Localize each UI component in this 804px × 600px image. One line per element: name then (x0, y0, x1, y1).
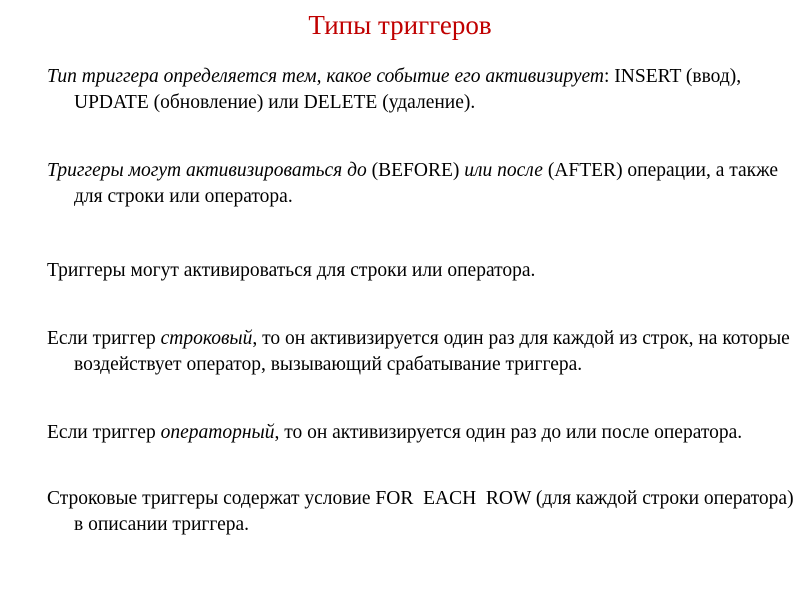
paragraph-for-each-row: Строковые триггеры содержат условие FOR EACH ROW (для каждой строки оператора) в описании триггера. (47, 488, 804, 535)
trigger-events-list: INSERT (ввод), UPDATE (обновление) или DELETE (удаление). (74, 66, 742, 113)
slide-title: Типы триггеров (308, 10, 492, 40)
statement-trigger-prefix: Если триггер (47, 422, 161, 443)
paragraph-before-after (47, 158, 804, 210)
row-trigger-prefix: Если триггер (47, 328, 161, 349)
before-keyword: (BEFORE) (366, 160, 465, 181)
colon: : (603, 66, 610, 87)
statement-trigger-description: , то он активизируется один раз до или после оператора. (274, 422, 743, 443)
after-text: или после (464, 160, 543, 181)
statement-trigger-term: операторный (160, 422, 275, 443)
before-text: Триггеры могут активизироваться до (47, 160, 367, 181)
row-trigger-description: , то он активизируется один раз для каждой из строк, на которые воздействует оператор, вызывающий срабатывание триггера. (74, 328, 790, 375)
paragraph-statement-trigger (47, 420, 804, 446)
paragraph-row-or-statement: Триггеры могут активироваться для строки или оператора. (47, 260, 536, 281)
trigger-type-sentence: Тип триггера определяется тем, какое событие его активизирует (47, 66, 604, 87)
after-keyword-rest: (AFTER) операции, а также для строки или оператора. (74, 160, 779, 207)
paragraph-row-trigger (47, 326, 804, 378)
paragraph-trigger-type (47, 64, 804, 116)
row-trigger-term: строковый (160, 328, 253, 349)
